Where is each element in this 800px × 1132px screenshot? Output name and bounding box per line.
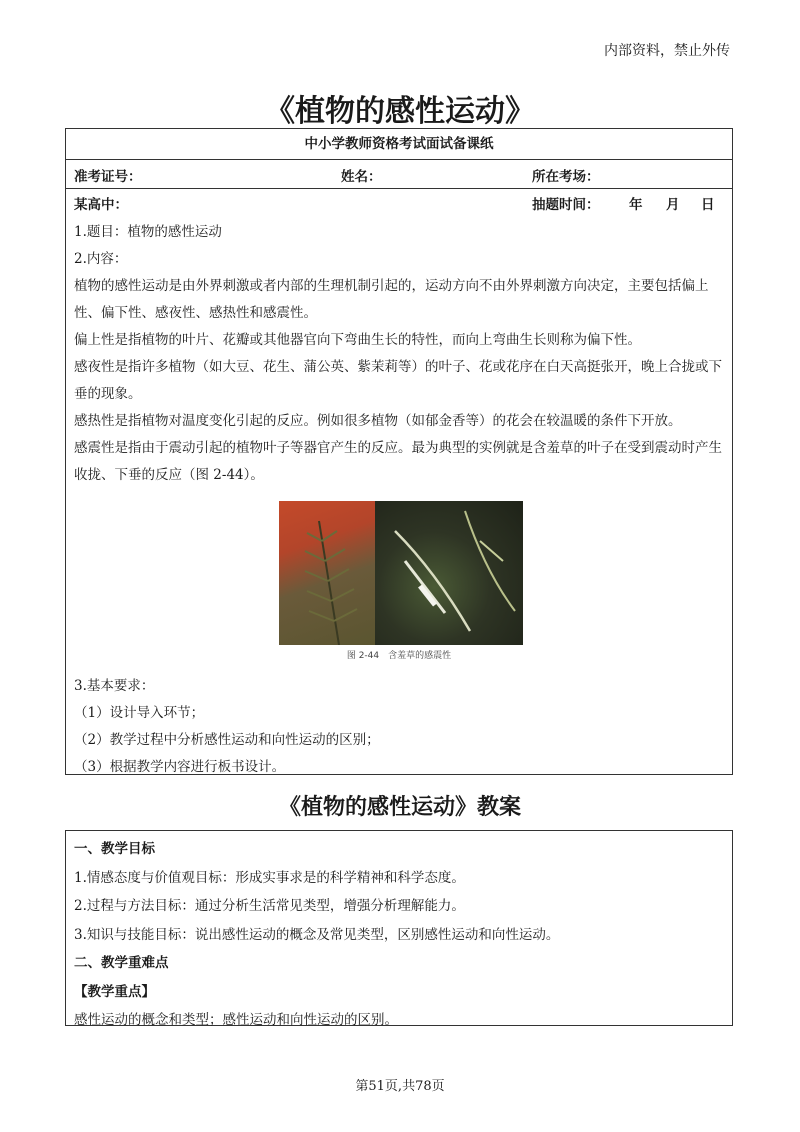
- form-body: [66, 189, 732, 781]
- requirements-heading: 3.基本要求：: [74, 678, 155, 694]
- key-point-label: 【教学重点】: [74, 983, 155, 1000]
- day-label: 日: [701, 197, 715, 213]
- section-heading: 二、教学重难点: [74, 955, 169, 971]
- mimosa-photo: [279, 501, 523, 645]
- form-header: 中小学教师资格考试面试备课纸: [66, 129, 732, 160]
- confidential-note: 内部资料，禁止外传: [604, 43, 730, 59]
- lesson-plan-box: [65, 830, 733, 1026]
- figure-caption: 图 2-44 含羞草的感震性: [346, 651, 452, 661]
- paragraph: 偏上性是指植物的叶片、花瓣或其他器官向下弯曲生长的特性，而向上弯曲生长则称为偏下性。: [74, 332, 641, 348]
- exam-id-label: 准考证号：: [74, 169, 142, 185]
- candidate-info-row: [66, 160, 732, 189]
- mimosa-leaf-photo: [279, 501, 375, 645]
- draw-time-label: 抽题时间：: [532, 197, 600, 213]
- mimosa-branch-photo: [375, 501, 523, 645]
- topic-line: 1.题目：植物的感性运动: [74, 224, 222, 240]
- paragraph: 感震性是指由于震动引起的植物叶子等器官产生的反应。最为典型的实例就是含羞草的叶子在受到震动时产生收拢、下垂的反应（图 2-44）。: [74, 440, 722, 483]
- paragraph: 感夜性是指许多植物（如大豆、花生、蒲公英、紫茉莉等）的叶子、花或花序在白天高挺张开，晚上合拢或下垂的现象。: [74, 359, 722, 402]
- paragraph: 植物的感性运动是由外界刺激或者内部的生理机制引起的，运动方向不由外界刺激方向决定，主要包括偏上性、偏下性、感夜性、感热性和感震性。: [74, 278, 709, 321]
- page-title: 《植物的感性运动》: [265, 94, 535, 129]
- school-row: [74, 189, 724, 219]
- year-label: 年: [629, 197, 643, 213]
- content-heading: 2.内容：: [74, 251, 128, 267]
- section-heading: 一、教学目标: [74, 841, 155, 857]
- requirement-item: （3）根据教学内容进行板书设计。: [74, 759, 286, 775]
- lesson-prep-form: [65, 128, 733, 775]
- requirement-item: （1）设计导入环节；: [74, 705, 205, 721]
- requirement-item: （2）教学过程中分析感性运动和向性运动的区别；: [74, 732, 380, 748]
- goal-item: 2.过程与方法目标：通过分析生活常见类型，增强分析理解能力。: [74, 898, 465, 914]
- month-label: 月: [666, 197, 680, 213]
- lesson-plan-title: 《植物的感性运动》教案: [278, 794, 521, 820]
- school-label: 某高中：: [74, 197, 128, 213]
- paragraph: 感热性是指植物对温度变化引起的反应。例如很多植物（如郁金香等）的花会在较温暖的条件下开放。: [74, 413, 682, 429]
- key-point-text: 感性运动的概念和类型；感性运动和向性运动的区别。: [74, 1012, 398, 1028]
- goal-item: 1.情感态度与价值观目标：形成实事求是的科学精神和科学态度。: [74, 869, 465, 886]
- name-label: 姓名：: [341, 169, 382, 185]
- goal-item: 3.知识与技能目标：说出感性运动的概念及常见类型，区别感性运动和向性运动。: [74, 926, 560, 943]
- location-label: 所在考场：: [532, 169, 600, 185]
- page-number: 第51页,共78页: [355, 1079, 445, 1094]
